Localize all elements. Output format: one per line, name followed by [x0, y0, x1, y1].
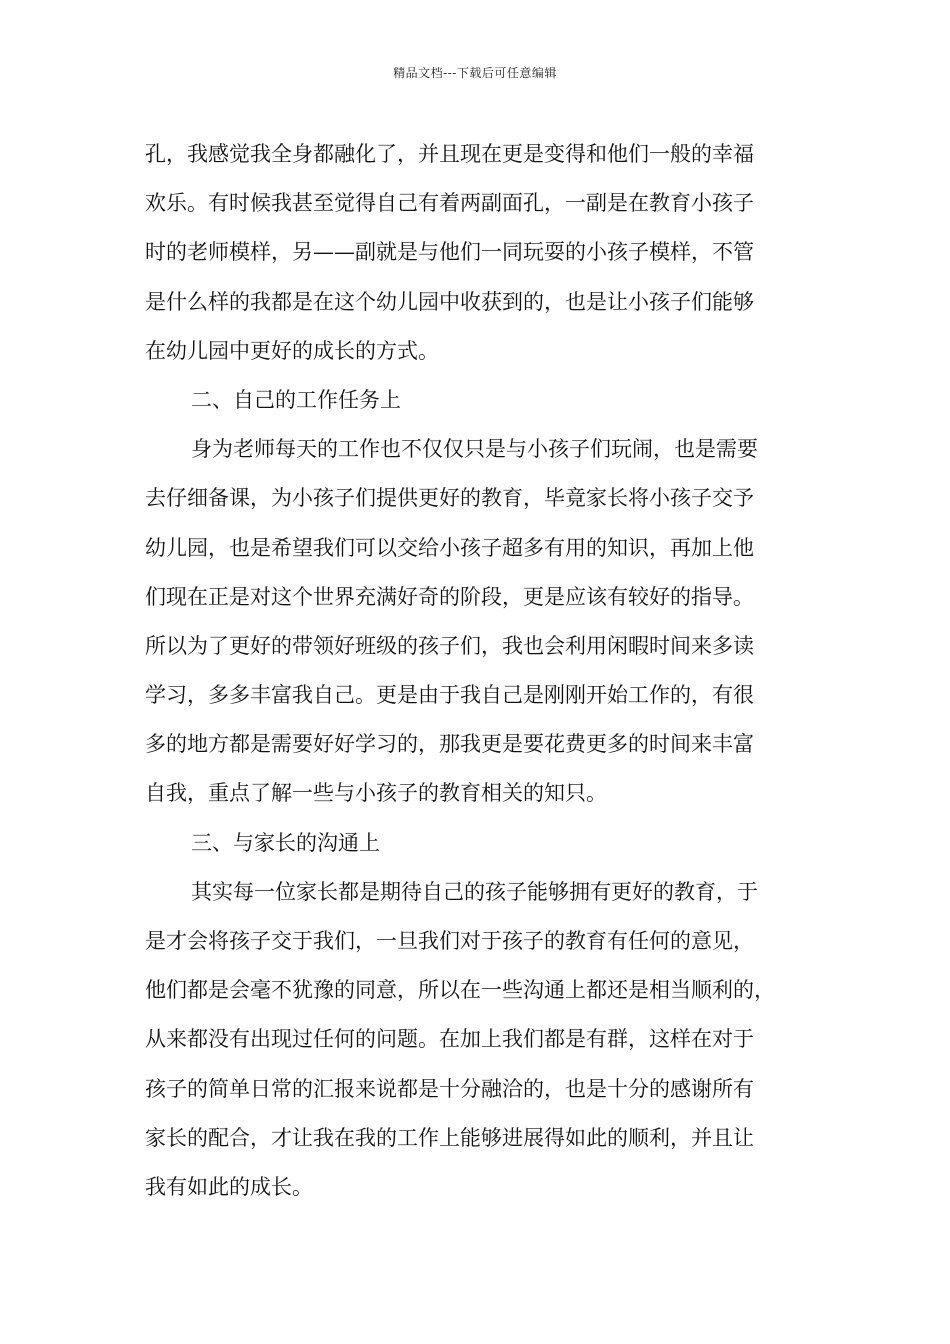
section-heading: 三、与家长的沟通上 [191, 830, 380, 855]
text-line: 时的老师模样，另——副就是与他们一同玩耍的小孩子模样，不管 [145, 240, 754, 265]
text-line: 我有如此的成长。 [145, 1174, 313, 1199]
text-line: 孩子的简单日常的汇报来说都是十分融洽的，也是十分的感谢所有 [145, 1076, 754, 1101]
page-header: 精品文档---下载后可任意编辑 [393, 66, 557, 80]
text-line: 多的地方都是需要好好学习的，那我更是要花费更多的时间来丰富 [145, 732, 754, 757]
document-body [145, 130, 810, 1212]
text-line: 所以为了更好的带领好班级的孩子们，我也会利用闲暇时间来多读 [145, 633, 754, 658]
text-line: 身为老师每天的工作也不仅仅只是与小孩子们玩闹，也是需要 [191, 437, 758, 462]
text-line: 们现在正是对这个世界充满好奇的阶段，更是应该有较好的指导。 [145, 584, 754, 609]
text-line: 是什么样的我都是在这个幼儿园中收获到的，也是让小孩子们能够 [145, 289, 754, 314]
text-line: 其实每一位家长都是期待自己的孩子能够拥有更好的教育，于 [191, 879, 758, 904]
text-line: 学习，多多丰富我自己。更是由于我自己是刚刚开始工作的，有很 [145, 683, 754, 708]
text-line: 家长的配合，才让我在我的工作上能够进展得如此的顺利，并且让 [145, 1125, 754, 1150]
text-line: 去仔细备课，为小孩子们提供更好的教育，毕竟家长将小孩子交予 [145, 486, 754, 511]
text-line: 他们都是会毫不犹豫的同意，所以在一些沟通上都还是相当顺利的， [145, 978, 775, 1003]
section-heading: 二、自己的工作任务上 [191, 387, 401, 412]
text-line: 在幼儿园中更好的成长的方式。 [145, 338, 439, 363]
text-line: 自我，重点了解一些与小孩子的教育相关的知只。 [145, 781, 607, 806]
text-line: 欢乐。有时候我甚至觉得自己有着两副面孔，一副是在教育小孩子 [145, 191, 754, 216]
text-line: 从来都没有出现过任何的问题。在加上我们都是有群，这样在对于 [145, 1027, 754, 1052]
text-line: 幼儿园，也是希望我们可以交给小孩子超多有用的知识，再加上他 [145, 535, 754, 560]
text-line: 是才会将孩子交于我们，一旦我们对于孩子的教育有任何的意见， [145, 929, 754, 953]
text-line: 孔，我感觉我全身都融化了，并且现在更是变得和他们一般的幸福 [145, 142, 754, 166]
